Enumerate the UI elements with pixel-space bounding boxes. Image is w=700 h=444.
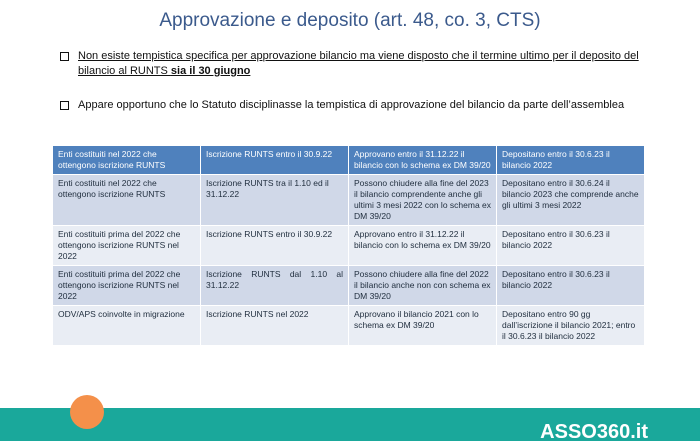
table-cell: Iscrizione RUNTS tra il 1.10 ed il 31.12.22 <box>201 175 349 226</box>
table-cell: Iscrizione RUNTS nel 2022 <box>201 306 349 346</box>
table-row <box>53 226 645 266</box>
table-cell: Enti costituiti nel 2022 che ottengono iscrizione RUNTS <box>53 175 201 226</box>
table-cell: Iscrizione RUNTS entro il 30.9.22 <box>201 226 349 266</box>
slide-title: Approvazione e deposito (art. 48, co. 3, CTS) <box>159 10 541 31</box>
table-cell: Iscrizione RUNTS dal 1.10 al 31.12.22 <box>201 266 349 306</box>
table-cell: Depositano entro 90 gg dall’iscrizione il bilancio 2021; entro il 30.6.23 il bilancio 2022 <box>497 306 645 346</box>
bullet-text: Non esiste tempistica specifica per approvazione bilancio ma viene disposto che il termine ultimo per il deposito del bilancio al RUNTS sia il 30 giugno <box>78 50 639 77</box>
table-cell: Enti costituiti nel 2022 che ottengono iscrizione RUNTS <box>53 146 201 175</box>
table-cell: Iscrizione RUNTS entro il 30.9.22 <box>201 146 349 175</box>
bullet-deadline <box>60 49 660 79</box>
table-cell: Depositano entro il 30.6.23 il bilancio 2022 <box>497 146 645 175</box>
table-cell: Depositano entro il 30.6.23 il bilancio 2022 <box>497 226 645 266</box>
bullet-statuto <box>60 98 660 113</box>
brand-logo-text: ASSO360.it <box>540 421 648 443</box>
table-cell: Possono chiudere alla fine del 2023 il bilancio comprendente anche gli ultimi 3 mesi 2022 con lo schema ex DM 39/20 <box>349 175 497 226</box>
table-cell: Approvano entro il 31.12.22 il bilancio con lo schema ex DM 39/20 <box>349 146 497 175</box>
table-cell: Approvano il bilancio 2021 con lo schema ex DM 39/20 <box>349 306 497 346</box>
timeline-table <box>52 145 645 346</box>
table-cell: Enti costituiti prima del 2022 che ottengono iscrizione RUNTS nel 2022 <box>53 226 201 266</box>
table-cell: Approvano entro il 31.12.22 il bilancio con lo schema ex DM 39/20 <box>349 226 497 266</box>
table-row <box>53 306 645 346</box>
table-cell: ODV/APS coinvolte in migrazione <box>53 306 201 346</box>
table-row <box>53 266 645 306</box>
bullet-text: Appare opportuno che lo Statuto disciplinasse la tempistica di approvazione del bilancio da parte dell’assemblea <box>78 99 625 111</box>
table-cell: Depositano entro il 30.6.23 il bilancio 2022 <box>497 266 645 306</box>
table-cell: Depositano entro il 30.6.24 il bilancio 2023 che comprende anche gli ultimi 3 mesi 2022 <box>497 175 645 226</box>
table-cell: Possono chiudere alla fine del 2022 il bilancio anche non con schema ex DM 39/20 <box>349 266 497 306</box>
checkbox-bullet-icon <box>60 52 69 61</box>
table-cell: Enti costituiti prima del 2022 che ottengono iscrizione RUNTS nel 2022 <box>53 266 201 306</box>
checkbox-bullet-icon <box>60 101 69 110</box>
table-row <box>53 146 645 175</box>
table-row <box>53 175 645 226</box>
orange-circle-icon <box>70 395 104 429</box>
